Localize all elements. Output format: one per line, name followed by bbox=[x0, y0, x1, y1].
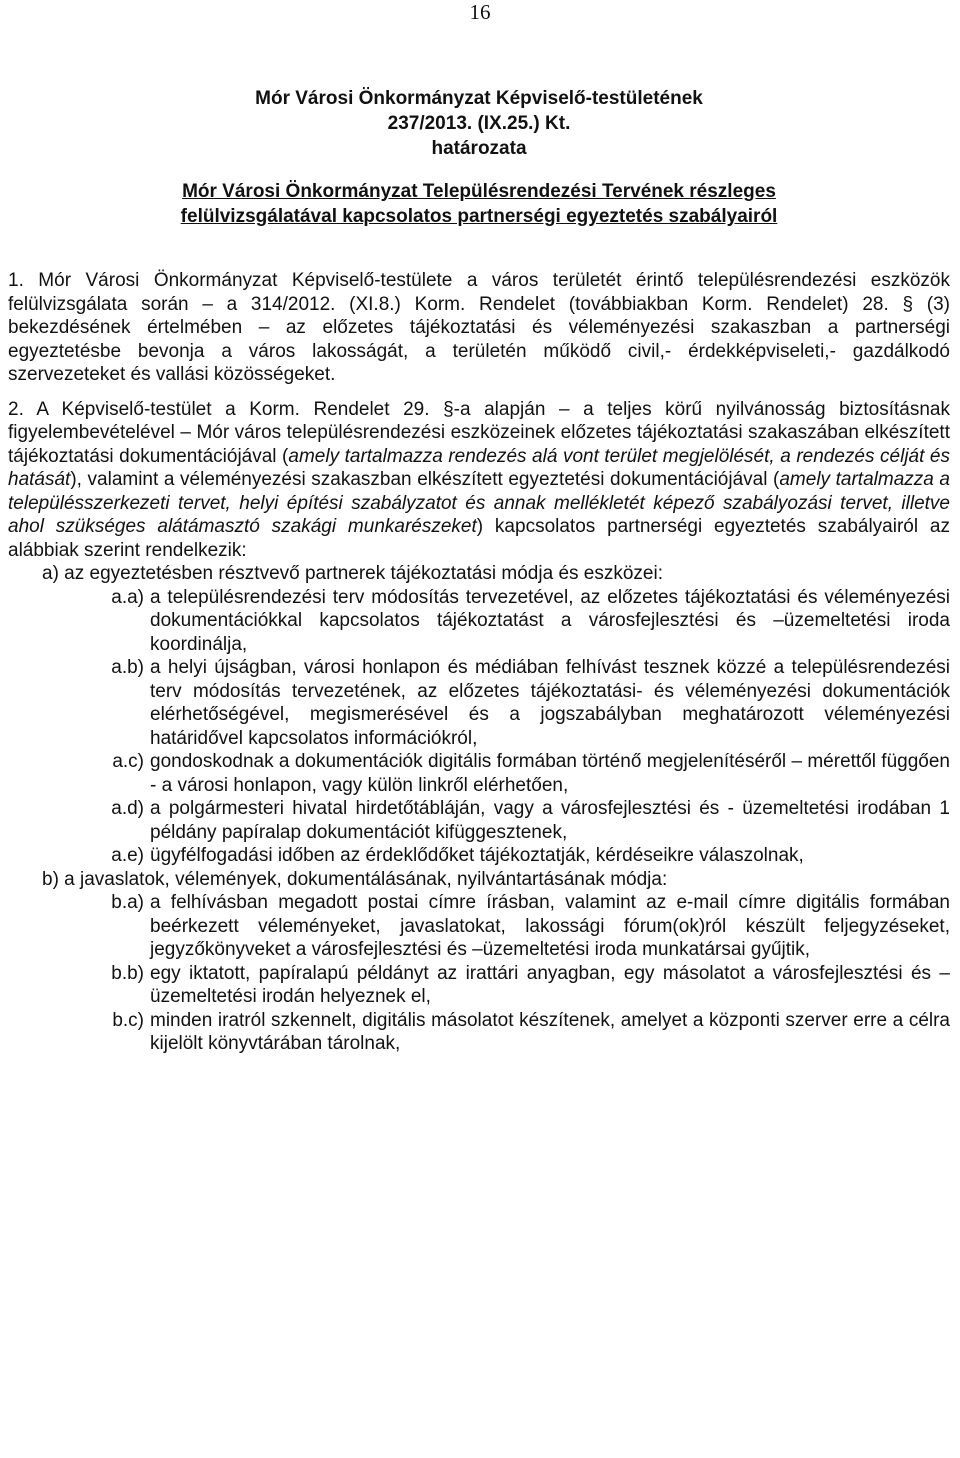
subject-line-1: Mór Városi Önkormányzat Településrendezési Tervének részleges bbox=[182, 181, 776, 202]
paragraph-2-text-b: ), valamint a véleményezési szakaszban elkészített egyeztetési dokumentációjával ( bbox=[70, 469, 780, 490]
section-a-heading: a) az egyeztetésben résztvevő partnerek tájékoztatási módja és eszközei: bbox=[42, 563, 663, 584]
title-line-1: Mór Városi Önkormányzat Képviselő-testületének bbox=[255, 88, 703, 109]
list-item-label: b.a) bbox=[111, 892, 144, 913]
list-item bbox=[8, 586, 950, 657]
page-number: 16 bbox=[469, 0, 491, 24]
paragraph-2-text-c: ) kapcsolatos partnerségi egyeztetés szabályairól az alábbiak szerint rendelkezik: bbox=[8, 516, 950, 561]
document-body bbox=[8, 86, 950, 1056]
title-line-2: 237/2013. (IX.25.) Kt. bbox=[387, 113, 571, 134]
list-item bbox=[8, 797, 950, 844]
list-item bbox=[8, 844, 950, 868]
list-item bbox=[8, 1009, 950, 1056]
list-item bbox=[8, 962, 950, 1009]
list-item-text: a polgármesteri hivatal hirdetőtábláján, vagy a városfejlesztési és - üzemeltetési irodában 1 példány papíralap dokumentációt kifüggesztenek, bbox=[150, 798, 950, 843]
section-b-heading: b) a javaslatok, vélemények, dokumentálásának, nyilvántartásának módja: bbox=[42, 868, 668, 890]
paragraph-1: 1. Mór Városi Önkormányzat Képviselő-testülete a város területét érintő településrendezési eszközök felülvizsgálata során – a 314/2012. (XI.8.) Korm. Rendelet (továbbiakban Korm. Rendelet) 28. § (3) bekezdésének értelmében – az előzetes tájékoztatási és véleményezési szakaszban a partnerségi egyeztetésbe bevonja a város lakosságát, a területén működő civil,- érdekképviseleti,- gazdálkodó szervezeteket és vallási közösségeket. bbox=[8, 270, 950, 385]
resolution-subject bbox=[8, 179, 950, 229]
list-item-label: a.e) bbox=[111, 845, 144, 866]
list-item-label: b.b) bbox=[111, 962, 144, 984]
list-item bbox=[8, 656, 950, 750]
section-b-list bbox=[8, 891, 950, 1056]
paragraph-2-text-a: 2. A Képviselő-testület a Korm. Rendelet 29. §-a alapján – a teljes körű nyilvánosság biztosításnak figyelembevételével – Mór város településrendezési eszközeinek előzetes tájékoztatási szakaszában elkészített tájékoztatási dokumentációjával ( bbox=[8, 398, 950, 467]
list-item-label: b.c) bbox=[112, 1009, 144, 1031]
list-item bbox=[8, 891, 950, 962]
list-item-text: a településrendezési terv módosítás tervezetével, az előzetes tájékoztatási és véleményezési dokumentációkkal kapcsolatos tájékoztatást a városfejlesztési és –üzemeltetési iroda koordinálja, bbox=[150, 586, 950, 655]
list-item-label: a.b) bbox=[111, 657, 144, 678]
list-item bbox=[8, 750, 950, 797]
list-item-text: a felhívásban megadott postai címre írásban, valamint az e-mail címre digitális formában beérkezett véleményeket, javaslatokat, lakossági fórum(ok)ról készült feljegyzéseket, jegyzőkönyveket a városfejlesztési és –üzemeltetési iroda munkatársai gyűjtik, bbox=[150, 892, 950, 960]
paragraph-2 bbox=[8, 398, 950, 563]
list-item-text: gondoskodnak a dokumentációk digitális formában történő megjelenítéséről – mérettől függően - a városi honlapon, vagy külön linkről elérhetően, bbox=[150, 751, 950, 796]
list-item-text: ügyfélfogadási időben az érdeklődőket tájékoztatják, kérdéseikre válaszolnak, bbox=[150, 845, 804, 866]
list-item-text: a helyi újságban, városi honlapon és médiában felhívást tesznek közzé a településrendezési terv módosítás tervezetének, az előzetes tájékoztatási- és véleményezési dokumentációk elérhetőségével, megismerésével és a jogszabályban meghatározott véleményezési határidővel kapcsolatos információkról, bbox=[150, 657, 950, 749]
list-item-text: egy iktatott, papíralapú példányt az irattári anyagban, egy másolatot a városfejlesztési és –üzemeltetési irodán helyeznek el, bbox=[150, 962, 950, 1007]
list-item-label: a.c) bbox=[112, 751, 144, 772]
title-line-3: határozata bbox=[431, 138, 527, 159]
paragraph-2-italic-1: amely tartalmazza rendezés alá vont terület megjelölését, a rendezés célját és hatását bbox=[8, 445, 950, 490]
list-item-label: a.a) bbox=[111, 586, 144, 608]
resolution-title bbox=[8, 86, 950, 161]
subject-line-2: felülvizsgálatával kapcsolatos partnerségi egyeztetés szabályairól bbox=[180, 206, 778, 227]
list-item-label: a.d) bbox=[111, 798, 144, 819]
paragraph-2-italic-2: amely tartalmazza a településszerkezeti tervet, helyi építési szabályzatot és annak mellékletét képező szabályozási tervet, illetve ahol szükséges alátámasztó szakági munkarészeket bbox=[8, 469, 950, 537]
list-item-text: minden iratról szkennelt, digitális másolatot készítenek, amelyet a központi szerver erre a célra kijelölt könyvtárában tárolnak, bbox=[150, 1009, 950, 1054]
section-a-list bbox=[8, 586, 950, 868]
